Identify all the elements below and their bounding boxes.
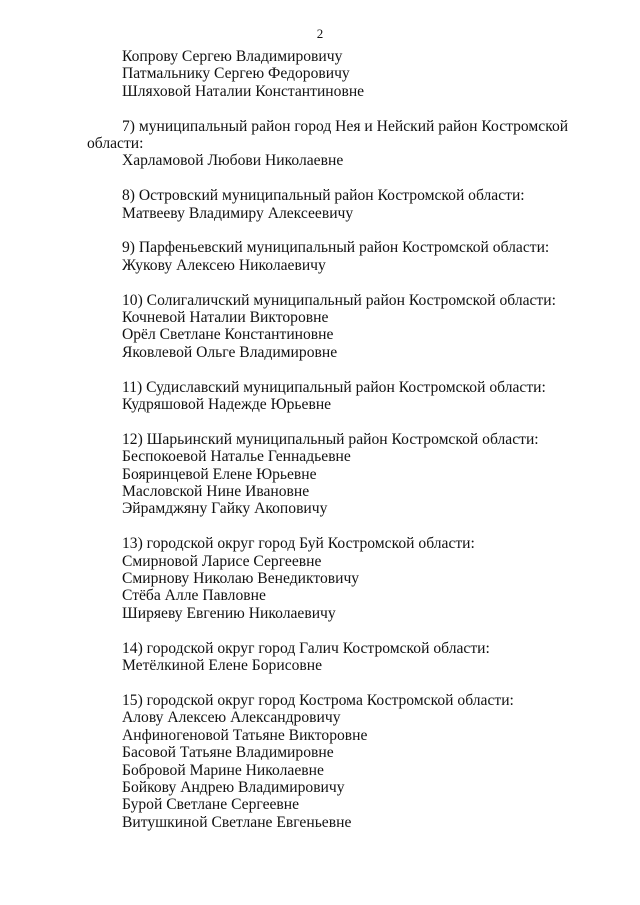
name-line: Бойкову Андрею Владимировичу: [122, 778, 345, 796]
section-heading: 11) Судиславский муниципальный район Костромской области:: [122, 378, 546, 396]
name-line: Матвееву Владимиру Алексеевичу: [122, 204, 354, 222]
section-9: [87, 239, 587, 274]
name-line: Смирнову Николаю Венедиктовичу: [122, 570, 360, 588]
section-11: [87, 379, 587, 414]
section-heading: 8) Островский муниципальный район Костромской области:: [122, 187, 525, 205]
section-13: [87, 535, 587, 622]
name-line: Ширяеву Евгению Николаевичу: [122, 604, 336, 622]
name-line: Харламовой Любови Николаевне: [122, 152, 344, 170]
name-line: Жукову Алексею Николаевичу: [122, 256, 326, 274]
section-7: [87, 118, 587, 170]
section-heading: 9) Парфеньевский муниципальный район Костромской области:: [122, 239, 550, 257]
name-line: Беспокоевой Наталье Геннадьевне: [122, 448, 351, 466]
name-line: Кудряшовой Надежде Юрьевне: [122, 396, 332, 414]
name-line: Эйрамджяну Гайку Акоповичу: [122, 500, 328, 518]
section-heading: 15) городской округ город Кострома Костромской области:: [122, 691, 514, 709]
section-heading: 7) муниципальный район город Нея и Нейский район Костромской: [122, 117, 569, 135]
section-heading: 12) Шарьинский муниципальный район Костромской области:: [122, 430, 539, 448]
name-line: Патмальнику Сергею Федоровичу: [122, 65, 350, 83]
intro-names: [87, 48, 587, 100]
name-line: Копрову Сергею Владимировичу: [122, 48, 343, 65]
name-line: Метёлкиной Елене Борисовне: [122, 657, 323, 675]
page-number: 2: [316, 26, 324, 41]
section-14: [87, 640, 587, 675]
name-line: Бурой Светлане Сергеевне: [122, 796, 300, 814]
section-15: [87, 692, 587, 831]
name-line: Яковлевой Ольге Владимировне: [122, 343, 338, 361]
name-line: Орёл Светлане Константиновне: [122, 326, 334, 344]
name-line: Басовой Татьяне Владимировне: [122, 744, 334, 762]
name-line: Бояринцевой Елене Юрьевне: [122, 465, 317, 483]
section-10: [87, 292, 587, 362]
section-heading: 14) городской округ город Галич Костромской области:: [122, 639, 490, 657]
name-line: Смирновой Ларисе Сергеевне: [122, 552, 322, 570]
section-heading-continuation: области:: [87, 135, 144, 153]
section-heading: 13) городской округ город Буй Костромской области:: [122, 535, 475, 553]
name-line: Масловской Нине Ивановне: [122, 483, 310, 501]
name-line: Кочневой Наталии Викторовне: [122, 309, 329, 327]
name-line: Анфиногеновой Татьяне Викторовне: [122, 726, 368, 744]
name-line: Витушкиной Светлане Евгеньевне: [122, 813, 352, 831]
name-line: Стёба Алле Павловне: [122, 587, 266, 605]
section-8: [87, 187, 587, 222]
name-line: Алову Алексею Александровичу: [122, 709, 341, 727]
section-heading: 10) Солигаличский муниципальный район Костромской области:: [122, 291, 556, 309]
document-body: [87, 48, 587, 831]
name-line: Шляховой Наталии Константиновне: [122, 82, 365, 100]
section-12: [87, 431, 587, 518]
name-line: Бобровой Марине Николаевне: [122, 761, 324, 779]
